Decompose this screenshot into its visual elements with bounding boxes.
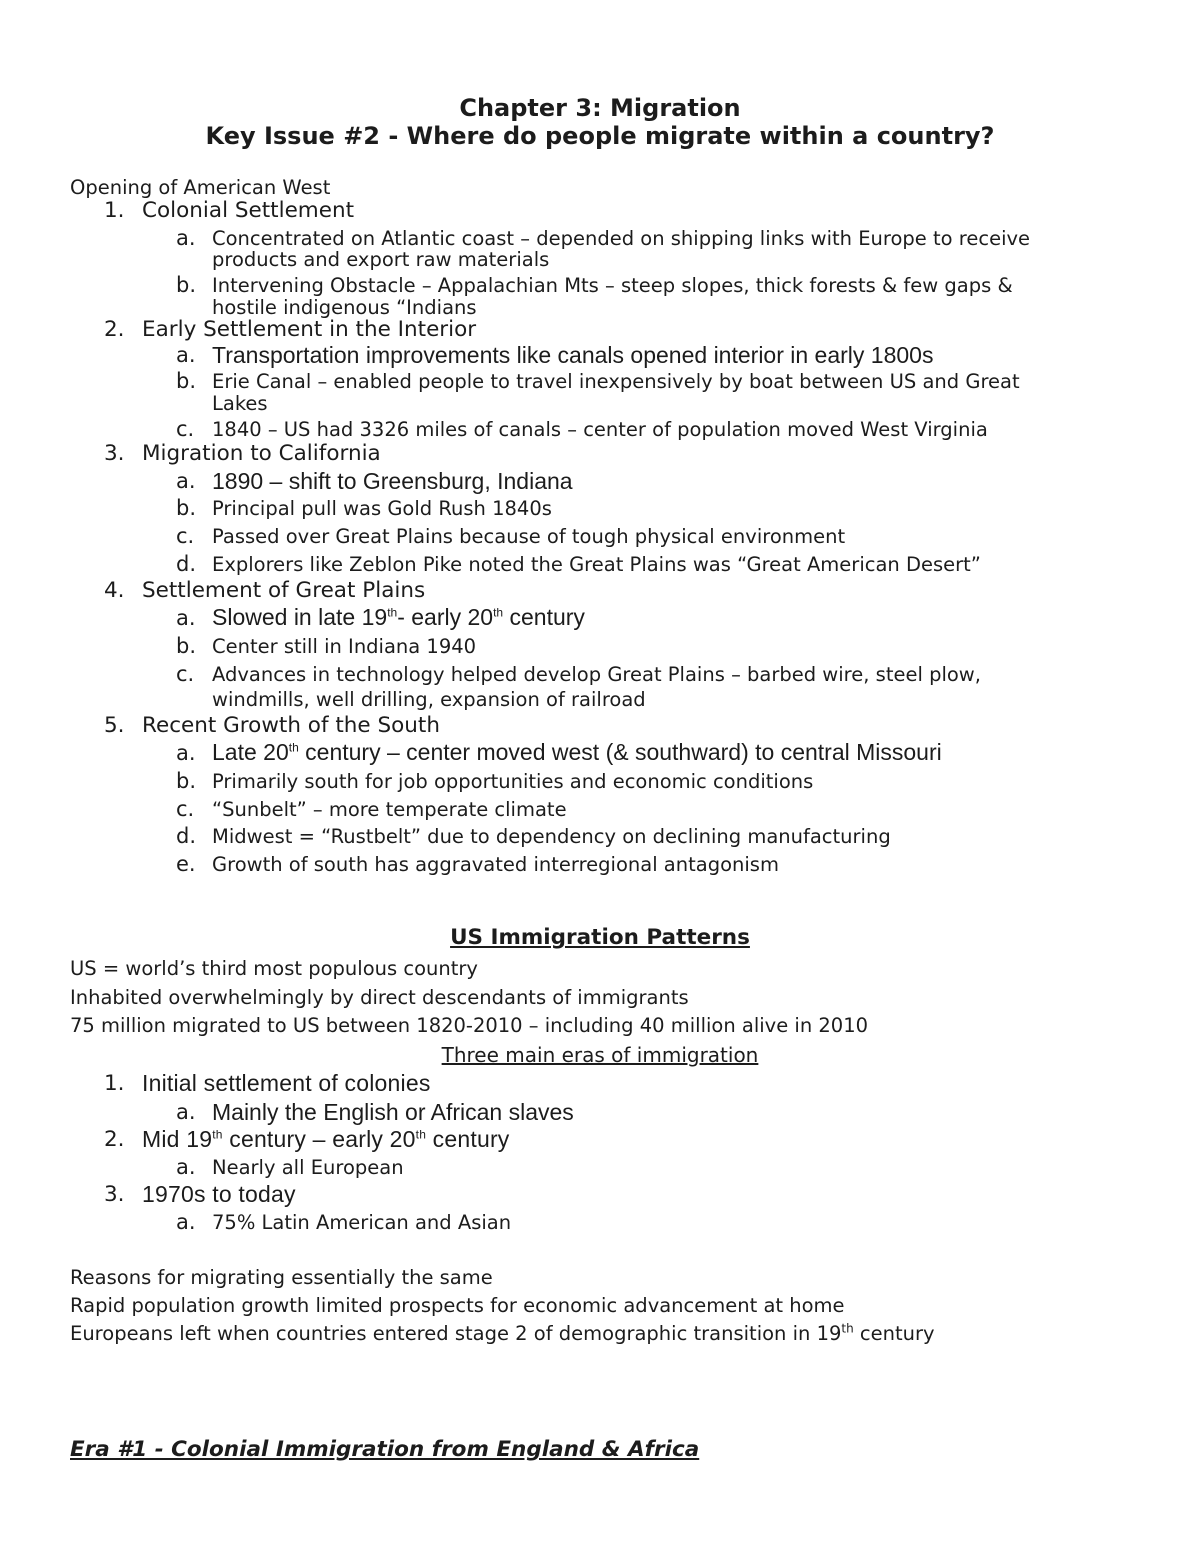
section-heading-opening-west: Opening of American West <box>70 176 331 199</box>
list-item-text: Concentrated on Atlantic coast – depended on shipping links with Europe to receive <box>212 227 1031 250</box>
sub-letter: d. <box>176 552 197 576</box>
list-heading-migration-california: Migration to California <box>142 441 381 466</box>
body-line: 75 million migrated to US between 1820-2010 – including 40 million alive in 2010 <box>70 1014 869 1037</box>
sub-letter: a. <box>176 606 196 630</box>
sub-letter: c. <box>176 417 195 441</box>
sub-letter: e. <box>176 852 196 876</box>
era-heading-mid-19th: Mid 19th century – early 20th century <box>142 1126 510 1152</box>
body-line: Inhabited overwhelmingly by direct descendants of immigrants <box>70 986 689 1009</box>
document-subtitle: Key Issue #2 - Where do people migrate within a country? <box>205 122 995 150</box>
era-heading-initial-settlement: Initial settlement of colonies <box>142 1070 431 1096</box>
body-line: Europeans left when countries entered stage 2 of demographic transition in 19th century <box>70 1321 935 1345</box>
list-item-text-bold: 1890 – shift to Greensburg, Indiana <box>212 468 573 494</box>
list-number: 5. <box>104 713 125 738</box>
sub-letter: b. <box>176 369 197 393</box>
sub-letter: b. <box>176 273 197 297</box>
list-item-text: Primarily south for job opportunities and economic conditions <box>212 770 814 793</box>
list-item-text: Principal pull was Gold Rush 1840s <box>212 497 552 520</box>
sub-letter: c. <box>176 797 195 821</box>
body-line: Reasons for migrating essentially the same <box>70 1266 493 1289</box>
list-number: 3. <box>104 441 125 466</box>
list-item-text: 75% Latin American and Asian <box>212 1211 512 1234</box>
list-item-text: Explorers like Zeblon Pike noted the Great Plains was “Great American Desert” <box>212 553 981 576</box>
list-item-text: Advances in technology helped develop Great Plains – barbed wire, steel plow, <box>212 663 981 686</box>
sub-letter: b. <box>176 634 197 658</box>
list-heading-colonial-settlement: Colonial Settlement <box>142 198 355 223</box>
list-item-text: Midwest = “Rustbelt” due to dependency on declining manufacturing <box>212 825 891 848</box>
list-number: 1. <box>104 198 125 223</box>
list-item-text: hostile indigenous “Indians <box>212 296 477 319</box>
list-item-text: Growth of south has aggravated interregional antagonism <box>212 853 779 876</box>
list-heading-great-plains: Settlement of Great Plains <box>142 578 426 603</box>
sub-letter: a. <box>176 1100 196 1124</box>
list-item-text-bold: Slowed in late 19th- early 20th century <box>212 604 585 630</box>
list-number: 2. <box>104 317 125 342</box>
list-number: 2. <box>104 1127 125 1152</box>
sub-letter: b. <box>176 496 197 520</box>
list-item-text: Intervening Obstacle – Appalachian Mts – steep slopes, thick forests & few gaps & <box>212 274 1013 297</box>
list-item-text: Passed over Great Plains because of tough physical environment <box>212 525 846 548</box>
section-title-us-immigration: US Immigration Patterns <box>450 925 750 950</box>
body-line: Rapid population growth limited prospects for economic advancement at home <box>70 1294 845 1317</box>
list-item-text: “Sunbelt” – more temperate climate <box>212 798 567 821</box>
era-heading-1970s: 1970s to today <box>142 1181 296 1207</box>
list-number: 3. <box>104 1182 125 1207</box>
sub-letter: c. <box>176 662 195 686</box>
list-heading-early-settlement: Early Settlement in the Interior <box>142 317 477 342</box>
list-item-text: products and export raw materials <box>212 248 550 271</box>
sub-letter: a. <box>176 343 196 367</box>
sub-letter: a. <box>176 1155 196 1179</box>
list-number: 4. <box>104 578 125 603</box>
eras-title: Three main eras of immigration <box>441 1043 759 1067</box>
list-item-text-bold: Mainly the English or African slaves <box>212 1099 574 1125</box>
sub-letter: b. <box>176 769 197 793</box>
list-item-text-bold: Transportation improvements like canals opened interior in early 1800s <box>212 342 934 368</box>
sub-letter: a. <box>176 1210 196 1234</box>
sub-letter: a. <box>176 226 196 250</box>
body-line: US = world’s third most populous country <box>70 957 478 980</box>
list-heading-growth-south: Recent Growth of the South <box>142 713 440 738</box>
list-item-text-bold: Late 20th century – center moved west (& southward) to central Missouri <box>212 739 942 765</box>
list-number: 1. <box>104 1071 125 1096</box>
list-item-text: windmills, well drilling, expansion of railroad <box>212 688 646 711</box>
list-item-text: Erie Canal – enabled people to travel inexpensively by boat between US and Great <box>212 370 1020 393</box>
sub-letter: c. <box>176 524 195 548</box>
list-item-text: Center still in Indiana 1940 <box>212 635 477 658</box>
list-item-text: Lakes <box>212 392 268 415</box>
list-item-text: Nearly all European <box>212 1156 404 1179</box>
era1-title: Era #1 - Colonial Immigration from England & Africa <box>70 1437 700 1462</box>
sub-letter: a. <box>176 469 196 493</box>
document-title: Chapter 3: Migration <box>459 94 741 122</box>
list-item-text: 1840 – US had 3326 miles of canals – center of population moved West Virginia <box>212 418 988 441</box>
sub-letter: a. <box>176 741 196 765</box>
sub-letter: d. <box>176 824 197 848</box>
